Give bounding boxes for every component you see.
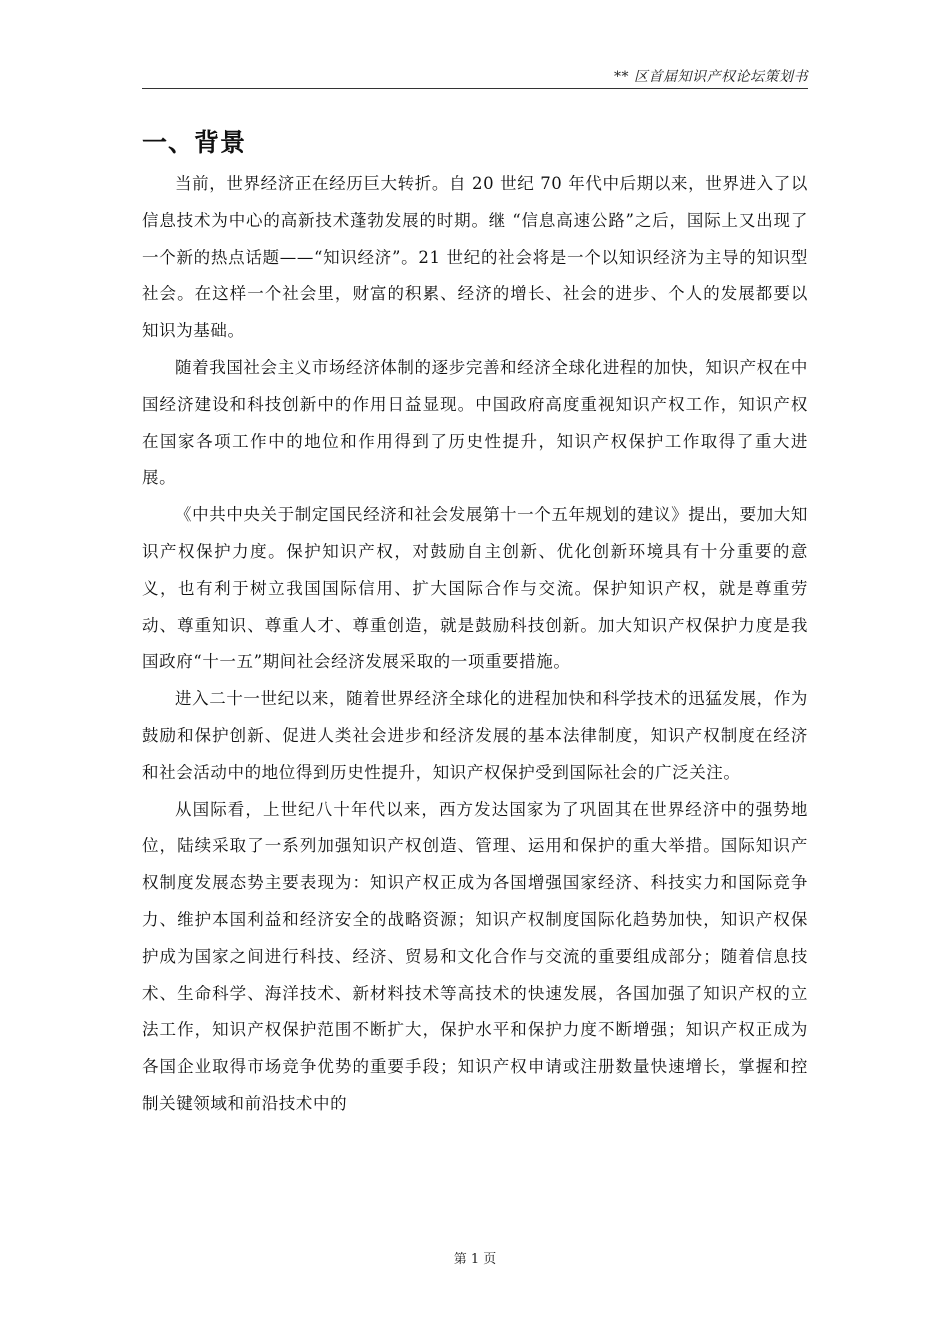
- body-text: [142, 166, 808, 1123]
- section-heading: 一、背景: [142, 128, 247, 157]
- paragraph-5: 从国际看，上世纪八十年代以来，西方发达国家为了巩固其在世界经济中的强势地位，陆续采取了一系列加强知识产权创造、管理、运用和保护的重大举措。国际知识产权制度发展态势主要表现为：知识产权正成为各国增强国家经济、科技实力和国际竞争力、维护本国利益和经济安全的战略资源；知识产权制度国际化趋势加快，知识产权保护成为国家之间进行科技、经济、贸易和文化合作与交流的重要组成部分；随着信息技术、生命科学、海洋技术、新材料技术等高技术的快速发展，各国加强了知识产权的立法工作，知识产权保护范围不断扩大，保护水平和保护力度不断增强；知识产权正成为各国企业取得市场竞争优势的重要手段；知识产权申请或注册数量快速增长，掌握和控制关键领域和前沿技术中的: [142, 799, 808, 1113]
- paragraph-3: 《中共中央关于制定国民经济和社会发展第十一个五年规划的建议》提出，要加大知识产权保护力度。保护知识产权，对鼓励自主创新、优化创新环境具有十分重要的意义，也有利于树立我国国际信用、扩大国际合作与交流。保护知识产权，就是尊重劳动、尊重知识、尊重人才、尊重创造，就是鼓励科技创新。加大知识产权保护力度是我国政府“十一五”期间社会经济发展采取的一项重要措施。: [142, 505, 808, 672]
- page-number: 第 1 页: [453, 1252, 497, 1267]
- paragraph-4: 进入二十一世纪以来，随着世界经济全球化的进程加快和科学技术的迅猛发展，作为鼓励和保护创新、促进人类社会进步和经济发展的基本法律制度，知识产权制度在经济和社会活动中的地位得到历史性提升，知识产权保护受到国际社会的广泛关注。: [142, 689, 808, 782]
- header-divider: [142, 88, 808, 89]
- paragraph-1: 当前，世界经济正在经历巨大转折。自 20 世纪 70 年代中后期以来，世界进入了以信息技术为中心的高新技术蓬勃发展的时期。继 “信息高速公路”之后，国际上又出现了一个新的热点话题——“知识经济”。21 世纪的社会将是一个以知识经济为主导的知识型社会。在这样一个社会里，财富的积累、经济的增长、社会的进步、个人的发展都要以知识为基础。: [142, 174, 808, 341]
- paragraph-2: 随着我国社会主义市场经济体制的逐步完善和经济全球化进程的加快，知识产权在中国经济建设和科技创新中的作用日益显现。中国政府高度重视知识产权工作，知识产权在国家各项工作中的地位和作用得到了历史性提升，知识产权保护工作取得了重大进展。: [142, 357, 808, 488]
- running-header: ** 区首届知识产权论坛策划书: [614, 69, 808, 85]
